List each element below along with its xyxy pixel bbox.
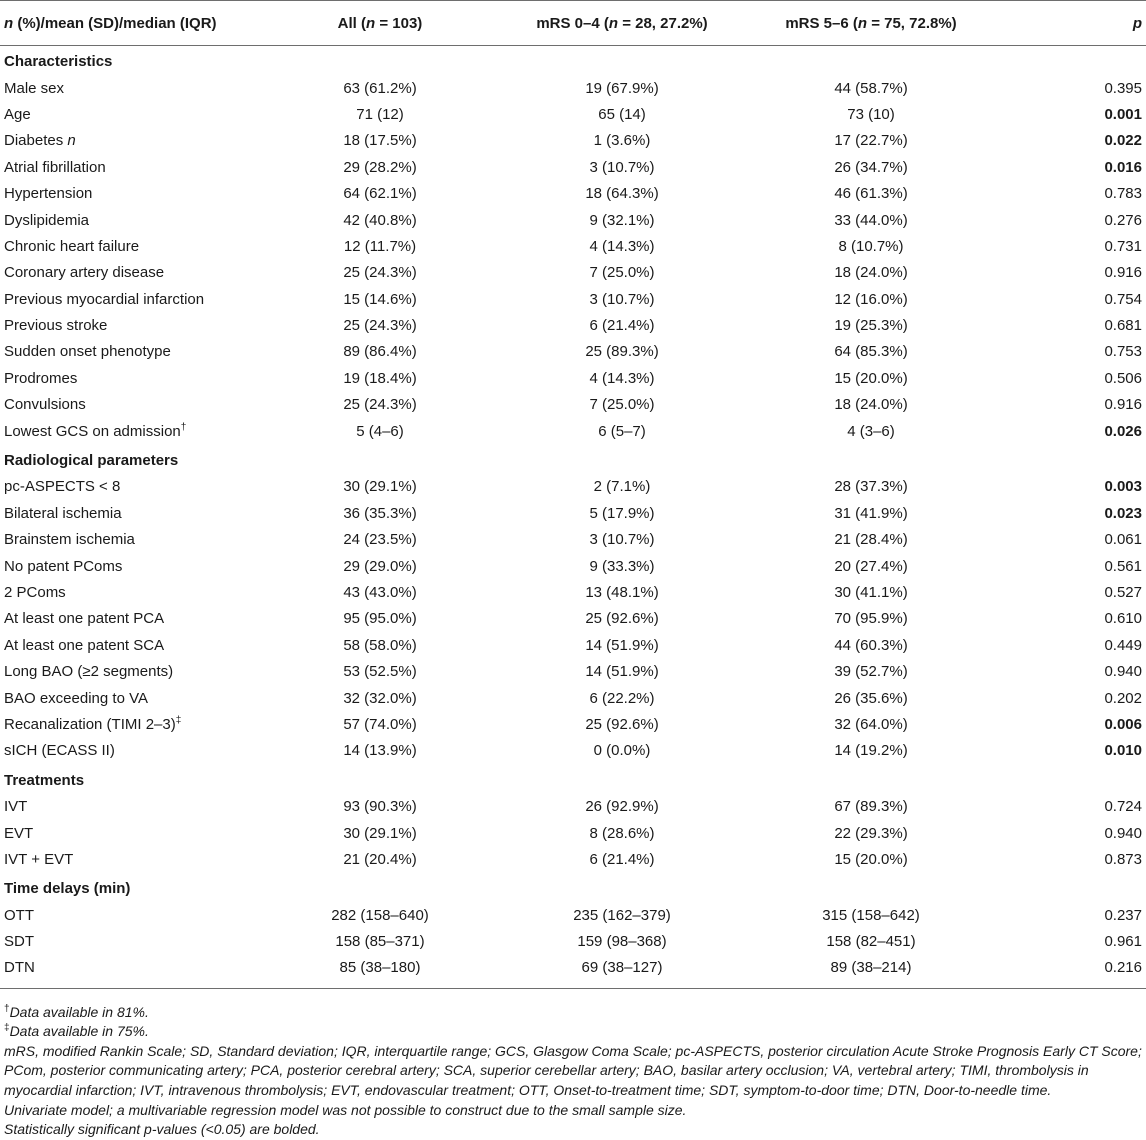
cell-mrs-0-4: 235 (162–379) [573,906,671,924]
row-label [0,633,260,659]
row-label [0,929,260,955]
cell-mrs-0-4: 6 (21.4%) [589,850,655,868]
cell-mrs-0-4: 14 (51.9%) [585,636,659,654]
section-title: Time delays (min) [4,880,131,898]
header-p-value: p [998,1,1146,46]
row-label [0,418,260,444]
table-body [0,46,1146,989]
cell-p-value: 0.003 [1104,478,1142,496]
row-label [0,313,260,339]
row-label [0,181,260,207]
cell-mrs-0-4: 3 (10.7%) [589,158,655,176]
header-all: All (n = 103) [260,1,500,46]
cell-mrs-5-6: 39 (52.7%) [834,663,908,681]
row-label [0,903,260,929]
cell-all: 282 (158–640) [331,906,429,924]
footnote-text: Data available in 81%. [9,1003,149,1020]
cell-mrs-0-4: 4 (14.3%) [589,369,655,387]
cell-mrs-5-6: 8 (10.7%) [838,237,904,255]
table-row [0,234,1146,260]
table-row [0,207,1146,233]
row-label-text: BAO exceeding to VA [4,689,148,707]
row-label [0,128,260,154]
row-label [0,234,260,260]
cell-p-value: 0.237 [1104,906,1142,924]
cell-p-value: 0.783 [1104,185,1142,203]
row-label [0,659,260,685]
cell-p-value: 0.016 [1104,158,1142,176]
table-row [0,659,1146,685]
cell-mrs-5-6: 26 (34.7%) [834,158,908,176]
cell-mrs-5-6: 20 (27.4%) [834,557,908,575]
cell-p-value: 0.395 [1104,79,1142,97]
cell-mrs-5-6: 18 (24.0%) [834,264,908,282]
row-label [0,366,260,392]
cell-all: 24 (23.5%) [343,531,417,549]
row-label-text: Bilateral ischemia [4,504,122,522]
cell-mrs-5-6: 4 (3–6) [847,422,895,440]
row-label-text: Chronic heart failure [4,237,140,255]
table-row [0,155,1146,181]
cell-mrs-0-4: 26 (92.9%) [585,798,659,816]
cell-mrs-0-4: 4 (14.3%) [589,237,655,255]
cell-all: 89 (86.4%) [343,343,417,361]
cell-all: 93 (90.3%) [343,798,417,816]
row-label [0,392,260,418]
cell-p-value: 0.010 [1104,742,1142,760]
cell-p-value: 0.610 [1104,610,1142,628]
cell-mrs-5-6: 46 (61.3%) [834,185,908,203]
footnote [4,1120,1142,1140]
cell-p-value: 0.022 [1104,132,1142,150]
cell-mrs-0-4: 6 (21.4%) [589,317,655,335]
cell-all: 25 (24.3%) [343,317,417,335]
cell-all: 95 (95.0%) [343,610,417,628]
footnote [4,1042,1142,1101]
cell-all: 30 (29.1%) [343,478,417,496]
footnote-marker: † [180,421,187,433]
row-label-text: Diabetes [4,132,64,150]
cell-all: 158 (85–371) [335,933,425,951]
cell-p-value: 0.940 [1104,663,1142,681]
section-row [0,873,1146,902]
cell-mrs-5-6: 158 (82–451) [826,933,916,951]
cell-all: 71 (12) [356,105,404,123]
cell-all: 57 (74.0%) [343,715,417,733]
cell-mrs-0-4: 9 (32.1%) [589,211,655,229]
cell-mrs-0-4: 25 (92.6%) [585,610,659,628]
row-label-text: Atrial fibrillation [4,158,106,176]
cell-mrs-5-6: 14 (19.2%) [834,742,908,760]
table-header [0,1,1146,46]
cell-mrs-0-4: 25 (89.3%) [585,343,659,361]
row-label [0,606,260,632]
row-label [0,527,260,553]
row-label [0,207,260,233]
footnote-marker: ‡ [175,714,182,726]
cell-mrs-5-6: 32 (64.0%) [834,715,908,733]
cell-mrs-5-6: 15 (20.0%) [834,850,908,868]
row-label-text: sICH (ECASS II) [4,742,115,760]
row-label-text: Sudden onset phenotype [4,343,171,361]
table-row [0,418,1146,444]
row-label [0,260,260,286]
cell-p-value: 0.202 [1104,689,1142,707]
cell-mrs-5-6: 26 (35.6%) [834,689,908,707]
cell-mrs-0-4: 6 (22.2%) [589,689,655,707]
cell-p-value: 0.006 [1104,715,1142,733]
cell-mrs-5-6: 33 (44.0%) [834,211,908,229]
row-label-text: Brainstem ischemia [4,531,135,549]
row-label [0,847,260,873]
cell-p-value: 0.754 [1104,290,1142,308]
footnote-mark: ‡ [4,1022,10,1034]
footnote [4,1101,1142,1121]
cell-mrs-5-6: 73 (10) [847,105,895,123]
row-label-text: Age [4,105,31,123]
table-row [0,501,1146,527]
cell-p-value: 0.023 [1104,504,1142,522]
cell-mrs-0-4: 159 (98–368) [577,933,667,951]
cell-mrs-0-4: 7 (25.0%) [589,396,655,414]
cell-p-value: 0.276 [1104,211,1142,229]
table-row [0,903,1146,929]
row-label [0,685,260,711]
cell-mrs-5-6: 12 (16.0%) [834,290,908,308]
cell-mrs-0-4: 0 (0.0%) [593,742,651,760]
cell-p-value: 0.561 [1104,557,1142,575]
cell-all: 58 (58.0%) [343,636,417,654]
section-row [0,445,1146,474]
table-row [0,955,1146,988]
header-mrs-5-6: mRS 5–6 (n = 75, 72.8%) [744,1,998,46]
cell-mrs-5-6: 17 (22.7%) [834,132,908,150]
row-label-text: Prodromes [4,369,78,387]
table-row [0,738,1146,764]
table-row [0,339,1146,365]
footnote-mark: † [4,1003,10,1015]
table-footnotes [0,989,1146,1140]
row-label-text: Recanalization (TIMI 2–3) [4,715,176,733]
cell-p-value: 0.449 [1104,636,1142,654]
footnote [4,1022,1142,1042]
table-row [0,128,1146,154]
cell-mrs-5-6: 18 (24.0%) [834,396,908,414]
section-title: Radiological parameters [4,452,179,470]
row-label-text: Previous stroke [4,317,108,335]
cell-all: 64 (62.1%) [343,185,417,203]
section-row [0,765,1146,794]
row-label-text: OTT [4,906,34,924]
row-label-text: Hypertension [4,185,93,203]
table-row [0,606,1146,632]
cell-mrs-5-6: 21 (28.4%) [834,531,908,549]
row-label-text: DTN [4,959,35,977]
table-row [0,685,1146,711]
footnote-text: Univariate model; a multivariable regression model was not possible to construct due to the small sample size. [4,1101,687,1118]
row-label-text: pc-ASPECTS < 8 [4,478,121,496]
cell-mrs-5-6: 67 (89.3%) [834,798,908,816]
cell-p-value: 0.916 [1104,396,1142,414]
row-label [0,553,260,579]
row-label-text: Convulsions [4,396,86,414]
table-row [0,313,1146,339]
cell-mrs-0-4: 2 (7.1%) [593,478,651,496]
row-label-text: Dyslipidemia [4,211,90,229]
cell-mrs-0-4: 8 (28.6%) [589,824,655,842]
table-row [0,847,1146,873]
table-row [0,794,1146,820]
cell-mrs-5-6: 315 (158–642) [822,906,920,924]
row-label [0,955,260,988]
table-row [0,102,1146,128]
cell-mrs-0-4: 7 (25.0%) [589,264,655,282]
header-variable: n (%)/mean (SD)/median (IQR) [0,1,260,46]
cell-p-value: 0.753 [1104,343,1142,361]
cell-p-value: 0.026 [1104,422,1142,440]
cell-mrs-5-6: 64 (85.3%) [834,343,908,361]
row-label [0,474,260,500]
cell-mrs-0-4: 18 (64.3%) [585,185,659,203]
cell-mrs-5-6: 70 (95.9%) [834,610,908,628]
cell-all: 32 (32.0%) [343,689,417,707]
table-row [0,366,1146,392]
row-label-text: Previous myocardial infarction [4,290,205,308]
cell-all: 43 (43.0%) [343,584,417,601]
cell-mrs-0-4: 25 (92.6%) [585,715,659,733]
header-mrs-0-4: mRS 0–4 (n = 28, 27.2%) [500,1,744,46]
cell-all: 25 (24.3%) [343,264,417,282]
cell-mrs-0-4: 6 (5–7) [598,422,646,440]
table-row [0,580,1146,606]
row-label [0,339,260,365]
row-label [0,712,260,738]
cell-p-value: 0.527 [1104,584,1142,601]
footnote-text: mRS, modified Rankin Scale; SD, Standard deviation; IQR, interquartile range; GCS, Glasgow Coma Scale; pc-ASPECTS, posterior circulation Acute Stroke Prognosis Early CT Score; PCom, posterior communicating artery; PCA, posterior cerebral artery; SCA, superior cerebellar artery; BAO, basilar artery occlusion; VA, vertebral artery; TIMI, thrombolysis in myocardial infarction; IVT, intravenous thrombolysis; EVT, endovascular treatment; OTT, Onset-to-treatment time; SDT, symptom-to-door time; DTN, Door-to-needle time. [4,1042,1142,1099]
cell-mrs-0-4: 65 (14) [598,105,646,123]
cell-p-value: 0.961 [1104,933,1142,951]
cell-p-value: 0.681 [1104,317,1142,335]
section-title: Treatments [4,771,85,789]
cell-all: 85 (38–180) [260,955,500,988]
cell-all: 19 (18.4%) [343,369,417,387]
cell-all: 36 (35.3%) [343,504,417,522]
row-label [0,287,260,313]
cell-mrs-0-4: 14 (51.9%) [585,663,659,681]
row-label-text: Coronary artery disease [4,264,165,282]
cell-mrs-5-6: 15 (20.0%) [834,369,908,387]
row-label-text: At least one patent SCA [4,636,165,654]
cell-all: 29 (29.0%) [343,557,417,575]
cell-p-value: 0.731 [1104,237,1142,255]
cell-mrs-0-4: 13 (48.1%) [585,584,659,601]
section-title: Characteristics [4,53,113,71]
cell-all: 63 (61.2%) [343,79,417,97]
row-label-text: IVT [4,798,28,816]
row-label-text: IVT + EVT [4,850,74,868]
row-label-text: Long BAO (≥2 segments) [4,663,174,681]
cell-all: 30 (29.1%) [343,824,417,842]
cell-all: 25 (24.3%) [343,396,417,414]
cell-mrs-0-4: 3 (10.7%) [589,531,655,549]
row-label-text: Lowest GCS on admission [4,422,181,440]
footnote-text: Data available in 75%. [9,1023,149,1040]
row-label [0,820,260,846]
cell-mrs-5-6: 28 (37.3%) [834,478,908,496]
table-row [0,929,1146,955]
footnote [4,1003,1142,1023]
cell-p-value: 0.916 [1104,264,1142,282]
cell-mrs-0-4: 9 (33.3%) [589,557,655,575]
row-label-text: Male sex [4,79,65,97]
cell-p-value: 0.940 [1104,824,1142,842]
table-row [0,75,1146,101]
table-row [0,553,1146,579]
table-row [0,260,1146,286]
cell-p-value: 0.001 [1104,105,1142,123]
row-label [0,738,260,764]
row-label-text: At least one patent PCA [4,610,165,628]
cell-all: 53 (52.5%) [343,663,417,681]
table-row [0,527,1146,553]
table-row [0,392,1146,418]
table-row [0,474,1146,500]
cell-mrs-5-6: 31 (41.9%) [834,504,908,522]
cell-p-value: 0.873 [1104,850,1142,868]
cell-mrs-0-4: 5 (17.9%) [589,504,655,522]
row-label [0,102,260,128]
cell-all: 29 (28.2%) [343,158,417,176]
cell-all: 14 (13.9%) [343,742,417,760]
row-label-italic: n [67,132,76,150]
row-label [0,155,260,181]
cell-p-value: 0.724 [1104,798,1142,816]
cell-all: 18 (17.5%) [343,132,417,150]
cell-mrs-0-4: 3 (10.7%) [589,290,655,308]
table-row [0,287,1146,313]
cell-mrs-5-6: 44 (58.7%) [834,79,908,97]
row-label [0,580,260,606]
cell-mrs-5-6: 89 (38–214) [744,955,998,988]
cell-p-value: 0.061 [1104,531,1142,549]
cell-mrs-0-4: 69 (38–127) [500,955,744,988]
footnote-text: Statistically significant p-values (<0.05) are bolded. [4,1121,320,1138]
row-label [0,501,260,527]
cell-mrs-0-4: 19 (67.9%) [585,79,659,97]
cell-mrs-0-4: 1 (3.6%) [593,132,651,150]
cell-all: 15 (14.6%) [343,290,417,308]
row-label-text: 2 PComs [4,584,66,601]
cell-mrs-5-6: 44 (60.3%) [834,636,908,654]
row-label [0,75,260,101]
cell-all: 42 (40.8%) [343,211,417,229]
cell-mrs-5-6: 22 (29.3%) [834,824,908,842]
section-row [0,46,1146,76]
cell-mrs-5-6: 19 (25.3%) [834,317,908,335]
cell-p-value: 0.216 [998,955,1146,988]
cell-p-value: 0.506 [1104,369,1142,387]
row-label [0,794,260,820]
cell-all: 5 (4–6) [356,422,404,440]
table-row [0,712,1146,738]
table-row [0,633,1146,659]
row-label-text: SDT [4,933,34,951]
row-label-text: No patent PComs [4,557,123,575]
table-row [0,181,1146,207]
cell-all: 21 (20.4%) [343,850,417,868]
row-label-text: EVT [4,824,34,842]
table-row [0,820,1146,846]
cell-mrs-5-6: 30 (41.1%) [834,584,908,601]
cell-all: 12 (11.7%) [343,237,417,255]
